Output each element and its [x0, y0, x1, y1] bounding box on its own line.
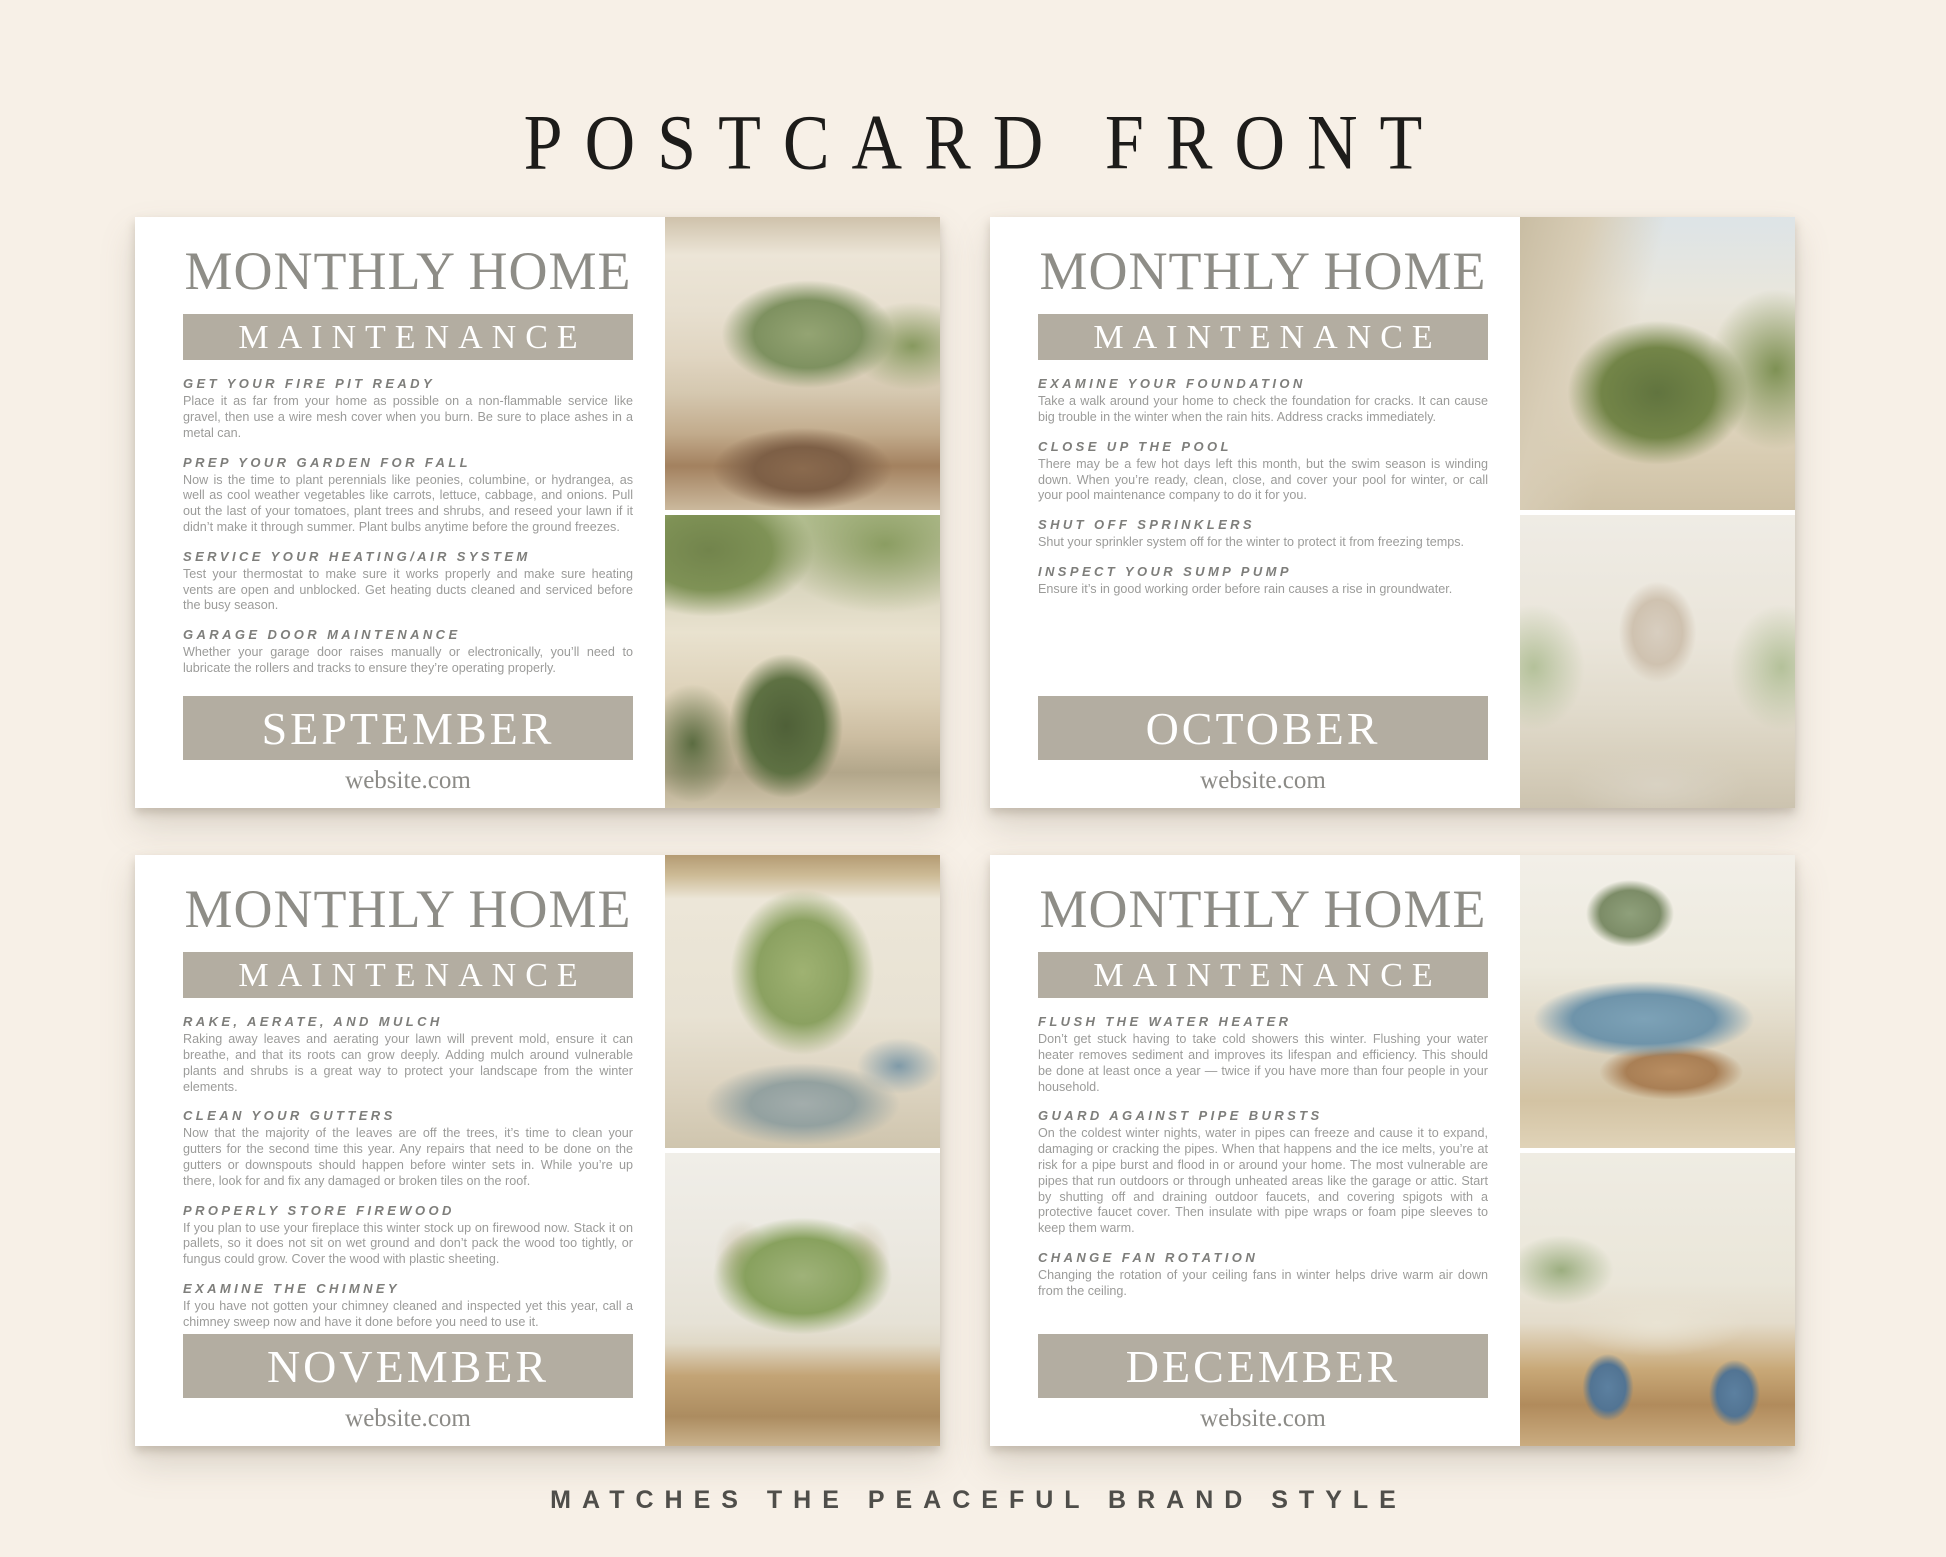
photo-house-exterior-garden	[665, 515, 940, 808]
tip-body: Place it as far from your home as possible on a non-flammable service like gravel, then use a wire mesh cover when you burn. Be sure to place ashes in a metal can.	[183, 394, 633, 440]
maintenance-banner: MAINTENANCE	[1038, 314, 1488, 360]
maintenance-banner: MAINTENANCE	[183, 314, 633, 360]
tip-body: Don’t get stuck having to take cold showers this winter. Flushing your water heater removes sediment and improves its lifespan and efficiency. This should be done at least once a year — twice if you have more than four people in your household.	[1038, 1032, 1488, 1094]
postcard-december	[990, 855, 1795, 1446]
tip-section	[183, 1203, 633, 1268]
tip-body: Raking away leaves and aerating your lawn will prevent mold, ensure it can breathe, and that its roots can grow deeply. Adding mulch around vulnerable plants and shrubs is a great way to protect your landscape from the winter elements.	[183, 1032, 633, 1094]
tip-heading: RAKE, AERATE, AND MULCH	[183, 1014, 443, 1030]
tip-heading: INSPECT YOUR SUMP PUMP	[1038, 564, 1292, 580]
website-text: website.com	[345, 1405, 471, 1432]
card-title: MONTHLY HOME	[184, 879, 632, 939]
photo-fireplace-living-room	[1520, 515, 1795, 808]
tip-heading: GET YOUR FIRE PIT READY	[183, 376, 436, 392]
tip-section	[183, 455, 633, 536]
tip-heading: SERVICE YOUR HEATING/AIR SYSTEM	[183, 548, 531, 564]
tip-section	[1038, 376, 1488, 426]
card-title: MONTHLY HOME	[1039, 879, 1487, 939]
tip-section	[1038, 517, 1488, 551]
website-text: website.com	[1200, 1405, 1326, 1432]
tip-body: Whether your garage door raises manually or electronically, you’ll need to lubricate the rollers and tracks to ensure they’re operating properly.	[183, 645, 633, 675]
tips-list	[183, 363, 633, 677]
tip-body: Now is the time to plant perennials like peonies, columbine, or hydrangea, as well as cool weather vegetables like carrots, lettuce, cabbage, and onions. Pull out the last of your tomatoes, plant trees and shrubs, and reseed your lawn if it didn’t make it through summer. Plant bulbs anytime before the ground freezes.	[183, 472, 633, 535]
month-banner: DECEMBER	[1038, 1334, 1488, 1398]
postcard-november	[135, 855, 940, 1446]
tips-list	[1038, 1001, 1488, 1299]
tip-heading: FLUSH THE WATER HEATER	[1038, 1014, 1292, 1030]
maintenance-banner: MAINTENANCE	[1038, 952, 1488, 998]
tip-heading: PREP YOUR GARDEN FOR FALL	[183, 454, 471, 470]
photo-kitchen-island-lanterns	[665, 1153, 940, 1446]
postcard-text-column	[1038, 217, 1488, 808]
postcard-september	[135, 217, 940, 808]
postcard-october	[990, 217, 1795, 808]
postcard-text-column	[1038, 855, 1488, 1446]
tip-heading: EXAMINE THE CHIMNEY	[183, 1281, 401, 1296]
month-banner: OCTOBER	[1038, 696, 1488, 760]
tip-body: There may be a few hot days left this month, but the swim season is winding down. When you’re ready, clean, close, and cover your pool for winter, or call your pool maintenance company to do it for you.	[1038, 456, 1488, 503]
tip-body: Changing the rotation of your ceiling fans in winter helps drive warm air down from the ceiling.	[1038, 1268, 1488, 1298]
postcard-grid	[135, 217, 1795, 1446]
tip-section	[183, 549, 633, 614]
postcard-text-column	[183, 855, 633, 1446]
tip-section	[183, 627, 633, 677]
tip-heading: GARAGE DOOR MAINTENANCE	[183, 627, 461, 643]
card-title: MONTHLY HOME	[1039, 241, 1487, 301]
tip-section	[1038, 1014, 1488, 1095]
photo-column	[1520, 855, 1795, 1446]
photo-kitchen-blue-stools	[1520, 1153, 1795, 1446]
page-title: POSTCARD FRONT	[523, 100, 1445, 187]
tip-body: Take a walk around your home to check the foundation for cracks. It can cause big trouble in the winter when the rain hits. Address cracks immediately.	[1038, 394, 1488, 425]
website-text: website.com	[1200, 767, 1326, 794]
photo-column	[665, 217, 940, 808]
tip-heading: SHUT OFF SPRINKLERS	[1038, 517, 1255, 533]
tip-body: Now that the majority of the leaves are off the trees, it’s time to clean your gutters for the second time this year. Any repairs that need to be done on the gutters or downspouts should happen before winter sets in. While you’re up there, look for and fix any damaged or broken tiles on the roof.	[183, 1126, 633, 1188]
tip-body: If you have not gotten your chimney cleaned and inspected yet this year, call a chimney sweep now and have it done before you need to use it.	[183, 1299, 633, 1329]
maintenance-banner: MAINTENANCE	[183, 952, 633, 998]
tip-body: Shut your sprinkler system off for the winter to protect it from freezing temps.	[1038, 535, 1465, 550]
photo-dining-room-arched-window	[665, 855, 940, 1148]
tip-section	[1038, 1250, 1488, 1300]
page-caption: MATCHES THE PEACEFUL BRAND STYLE	[550, 1486, 1407, 1514]
website-text: website.com	[345, 767, 471, 794]
tip-section	[1038, 439, 1488, 504]
tip-body: On the coldest winter nights, water in pipes can freeze and cause it to expand, damaging or cracking the pipes. When that happens and the ice melts, you’re at risk for a pipe burst and flood in or around your home. The most vulnerable are pipes that run outdoors or through unheated areas like the garage or attic. Start by shutting off and draining outdoor faucets, and covering spigots with a protective faucet cover. Then insulate with pipe wraps or foam pipe sleeves to keep them warm.	[1038, 1126, 1488, 1236]
tips-list	[183, 1001, 633, 1330]
photo-column	[1520, 217, 1795, 808]
tip-section	[183, 1108, 633, 1189]
photo-stone-staircase	[1520, 217, 1795, 510]
tip-heading: CLOSE UP THE POOL	[1038, 438, 1232, 454]
tip-section	[183, 376, 633, 441]
tip-heading: CLEAN YOUR GUTTERS	[183, 1108, 396, 1124]
tip-heading: PROPERLY STORE FIREWOOD	[183, 1202, 455, 1218]
photo-blue-banquette-nook	[1520, 855, 1795, 1148]
tip-body: Ensure it’s in good working order before rain causes a rise in groundwater.	[1038, 582, 1453, 597]
photo-covered-patio-living-room	[665, 217, 940, 510]
tip-body: Test your thermostat to make sure it works properly and make sure heating vents are open and unblocked. Get heating ducts cleaned and serviced before the busy season.	[183, 566, 633, 613]
month-banner: NOVEMBER	[183, 1334, 633, 1398]
tip-heading: GUARD AGAINST PIPE BURSTS	[1038, 1108, 1323, 1124]
tip-section	[1038, 1108, 1488, 1237]
tip-heading: CHANGE FAN ROTATION	[1038, 1250, 1259, 1265]
tip-heading: EXAMINE YOUR FOUNDATION	[1038, 376, 1306, 392]
month-banner: SEPTEMBER	[183, 696, 633, 760]
card-title: MONTHLY HOME	[184, 241, 632, 301]
postcard-text-column	[183, 217, 633, 808]
tip-section	[183, 1014, 633, 1095]
tip-body: If you plan to use your fireplace this winter stock up on firewood now. Stack it on pallets, so it does not sit on wet ground and don’t pack the wood too tightly, or fungus could grow. Cover the wood with plastic sheeting.	[183, 1220, 633, 1267]
photo-column	[665, 855, 940, 1446]
tip-section	[183, 1281, 633, 1331]
tip-section	[1038, 564, 1488, 598]
tips-list	[1038, 363, 1488, 598]
